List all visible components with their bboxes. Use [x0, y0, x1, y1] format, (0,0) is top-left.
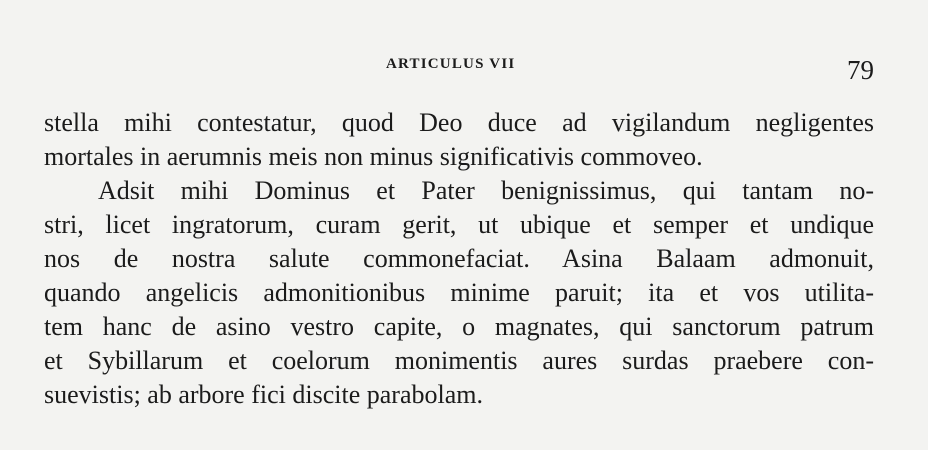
- text-line-7: tem hanc de asino vestro capite, o magnates, qui sanctorum patrum: [44, 312, 874, 341]
- body-text: [44, 106, 874, 412]
- text-line-8: et Sybillarum et coelorum monimentis aures surdas praebere con-: [44, 346, 874, 375]
- text-line-9: suevistis; ab arbore fici discite parabolam.: [44, 380, 483, 409]
- page-header: [0, 55, 928, 85]
- text-line-4: stri, licet ingratorum, curam gerit, ut ubique et semper et undique: [44, 210, 874, 239]
- text-line-2: mortales in aerumnis meis non minus significativis commoveo.: [44, 142, 703, 171]
- page-number: 79: [847, 55, 874, 85]
- text-line-1: stella mihi contestatur, quod Deo duce ad vigilandum negligentes: [44, 108, 874, 137]
- text-line-5: nos de nostra salute commonefaciat. Asina Balaam admonuit,: [44, 244, 874, 273]
- text-line-3: Adsit mihi Dominus et Pater benignissimus, qui tantam no-: [98, 176, 874, 205]
- text-line-6: quando angelicis admonitionibus minime paruit; ita et vos utilita-: [44, 278, 874, 307]
- running-head: ARTICULUS VII: [386, 56, 516, 72]
